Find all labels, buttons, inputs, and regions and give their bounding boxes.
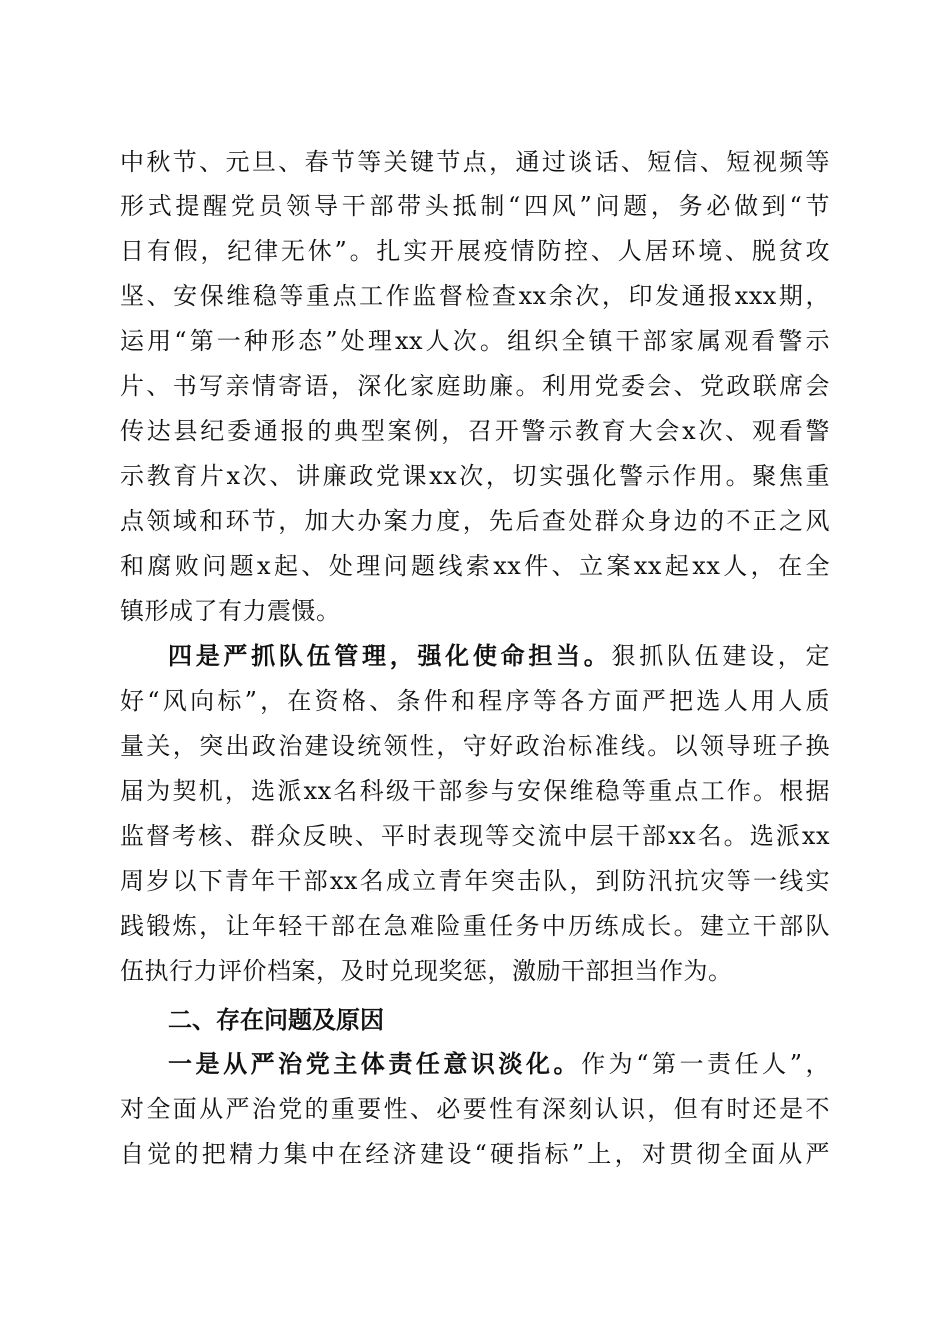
text-line: 中秋节、元旦、春节等关键节点，通过谈话、短信、短视频等 (120, 148, 830, 176)
paragraph-first-line (168, 1042, 830, 1086)
text-line: 运用“第一种形态”处理xx人次。组织全镇干部家属观看警示 (120, 327, 830, 355)
text-line: 监督考核、群众反映、平时表现等交流中层干部xx名。选派xx (120, 822, 830, 850)
text-line: 传达县纪委通报的典型案例，召开警示教育大会x次、观看警 (120, 417, 830, 445)
text-line: 点领域和环节，加大办案力度，先后查处群众身边的不正之风 (120, 507, 830, 535)
text-line: 日有假，纪律无休”。扎实开展疫情防控、人居环境、脱贫攻 (120, 237, 830, 265)
text-line: 坚、安保维稳等重点工作监督检查xx余次，印发通报xxx期， (120, 282, 830, 310)
text-line: 量关，突出政治建设统领性，守好政治标准线。以领导班子换 (120, 732, 830, 760)
text-line: 周岁以下青年干部xx名成立青年突击队，到防汛抗灾等一线实 (120, 867, 830, 895)
section-heading: 二、存在问题及原因 (168, 1006, 384, 1034)
paragraph-lead-rest: 狠抓队伍建设，定 (611, 642, 831, 670)
text-line: 自觉的把精力集中在经济建设“硬指标”上，对贯彻全面从严 (120, 1140, 830, 1168)
text-line: 伍执行力评价档案，及时兑现奖惩，激励干部担当作为。 (120, 957, 733, 985)
text-line: 和腐败问题x起、处理问题线索xx件、立案xx起xx人，在全 (120, 552, 830, 580)
text-line: 示教育片x次、讲廉政党课xx次，切实强化警示作用。聚焦重 (120, 462, 830, 490)
paragraph-lead: 四是严抓队伍管理，强化使命担当。 (168, 641, 612, 670)
text-line: 片、书写亲情寄语，深化家庭助廉。利用党委会、党政联席会 (120, 372, 830, 400)
text-line: 好“风向标”，在资格、条件和程序等各方面严把选人用人质 (120, 687, 830, 715)
text-line: 形式提醒党员领导干部带头抵制“四风”问题，务必做到“节 (120, 192, 830, 220)
paragraph-lead-rest: 作为“第一责任人”， (581, 1050, 831, 1078)
paragraph-first-line (168, 634, 830, 678)
text-line: 对全面从严治党的重要性、必要性有深刻认识，但有时还是不 (120, 1095, 830, 1123)
text-line: 届为契机，选派xx名科级干部参与安保维稳等重点工作。根据 (120, 777, 830, 805)
paragraph-lead: 一是从严治党主体责任意识淡化。 (168, 1049, 582, 1078)
text-line: 镇形成了有力震慑。 (120, 597, 341, 625)
text-line: 践锻炼，让年轻干部在急难险重任务中历练成长。建立干部队 (120, 912, 830, 940)
